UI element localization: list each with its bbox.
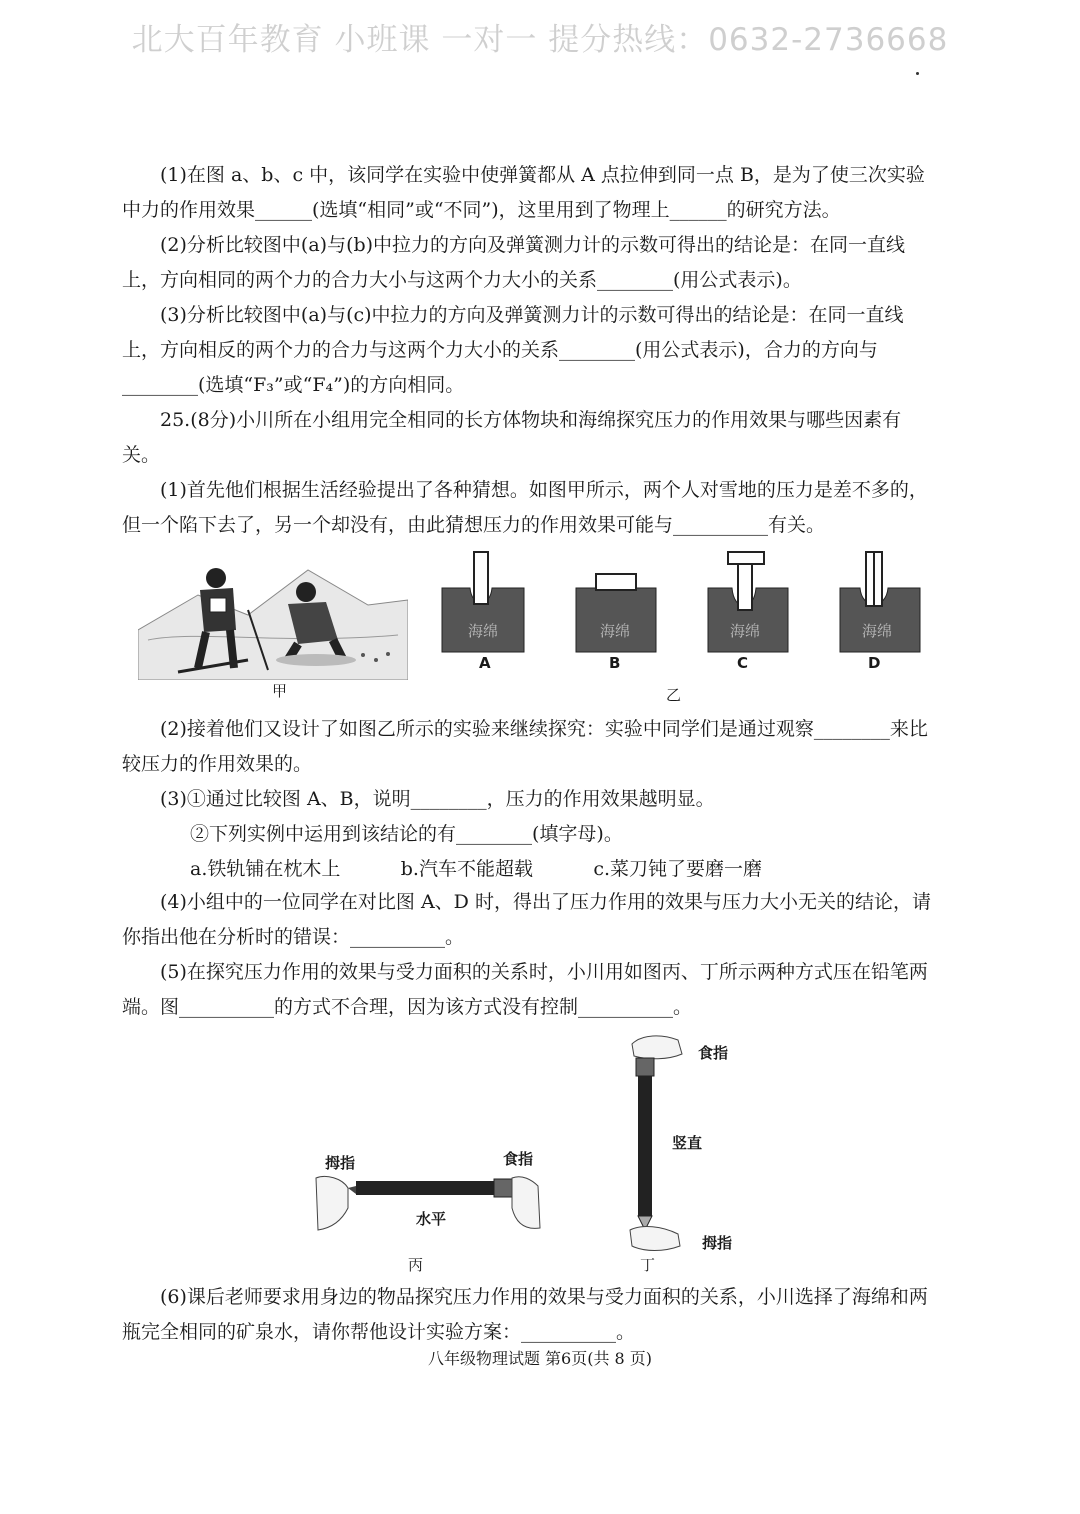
q25-part1: (1)首先他们根据生活经验提出了各种猜想。如图甲所示，两个人对雪地的压力是差不多的，但一个陷下去了，另一个却没有，由此猜想压力的作用效果可能与__________有关。 — [122, 479, 928, 536]
bing-index-label: 食指 — [503, 1150, 534, 1168]
bing-thumb-label: 拇指 — [325, 1154, 356, 1172]
figure-yi-sponges — [440, 548, 930, 658]
q25-options: a.铁轨铺在枕木上 b.汽车不能超载 c.菜刀钝了要磨一磨 — [190, 858, 763, 880]
figure-ding-label: 丁 — [640, 1256, 656, 1274]
q25-part3-2: ②下列实例中运用到该结论的有________(填字母)。 — [190, 823, 623, 845]
q25-part6: (6)课后老师要求用身边的物品探究压力作用的效果与受力面积的关系，小川选择了海绵和两瓶完全相同的矿泉水，请你帮他设计实验方案：__________。 — [122, 1286, 928, 1343]
q25-part4: (4)小组中的一位同学在对比图 A、D 时，得出了压力作用的效果与压力大小无关的结论，请你指出他在分析时的错误：__________。 — [122, 891, 931, 948]
q25-part3-1: (3)①通过比较图 A、B，说明________，压力的作用效果越明显。 — [160, 788, 715, 810]
sponge-label-c: C — [737, 654, 749, 672]
ding-index-label: 食指 — [698, 1044, 729, 1062]
scan-speck — [916, 72, 919, 75]
ding-thumb-label: 拇指 — [702, 1234, 733, 1252]
watermark: 北大百年教育 小班课 一对一 提分热线：0632-2736668 — [131, 22, 949, 58]
sponge-b-text: 海绵 — [600, 622, 631, 640]
figure-jia-label: 甲 — [272, 682, 288, 700]
q24-part2: (2)分析比较图中(a)与(b)中拉力的方向及弹簧测力计的示数可得出的结论是：在同一直线上，方向相同的两个力的合力大小与这两个力大小的关系________(用公式表示)。 — [122, 234, 906, 291]
sponge-a-text: 海绵 — [468, 622, 499, 640]
figure-yi-label: 乙 — [666, 686, 682, 704]
sponge-label-a: A — [479, 654, 491, 672]
q25-part5: (5)在探究压力作用的效果与受力面积的关系时，小川用如图丙、丁所示两种方式压在铅笔两端。图__________的方式不合理，因为该方式没有控制__________。 — [122, 961, 928, 1018]
q25-part2: (2)接着他们又设计了如图乙所示的实验来继续探究：实验中同学们是通过观察________来比较压力的作用效果的。 — [122, 718, 928, 775]
sponge-d-text: 海绵 — [862, 622, 893, 640]
q24-part1: (1)在图 a、b、c 中，该同学在实验中使弹簧都从 A 点拉伸到同一点 B，是为了使三次实验中力的作用效果______(选填“相同”或“不同”)，这里用到了物理上______的研究方法。 — [122, 164, 925, 221]
sponge-label-b: B — [609, 654, 621, 672]
q24-part3: (3)分析比较图中(a)与(c)中拉力的方向及弹簧测力计的示数可得出的结论是：在同一直线上，方向相反的两个力的合力与这两个力大小的关系________(用公式表示)，合力的方向与________(选填“F₃”或“F₄”)的方向相同。 — [122, 304, 904, 396]
q25-stem: 25.(8分)小川所在小组用完全相同的长方体物块和海绵探究压力的作用效果与哪些因素有关。 — [122, 409, 902, 466]
sponge-c-text: 海绵 — [730, 622, 761, 640]
figure-bing-label: 丙 — [408, 1256, 424, 1274]
bing-direction-label: 水平 — [416, 1210, 447, 1228]
ding-direction-label: 竖直 — [672, 1134, 703, 1152]
sponge-label-d: D — [868, 654, 881, 672]
figure-jia-snow-scene — [138, 560, 408, 680]
page-footer: 八年级物理试题 第6页(共 8 页) — [427, 1349, 653, 1368]
